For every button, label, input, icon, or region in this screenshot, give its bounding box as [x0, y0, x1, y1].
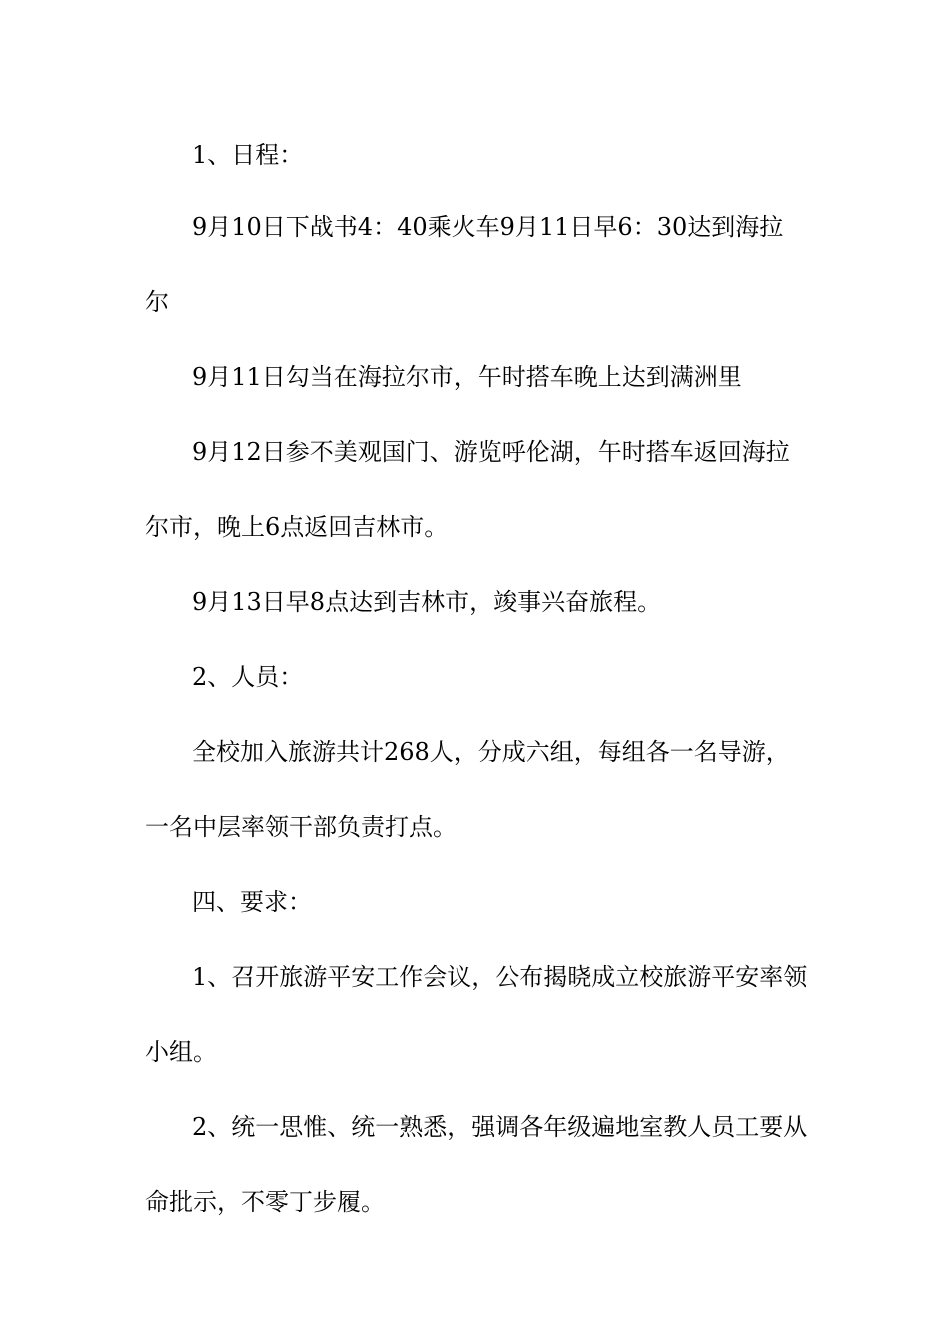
schedule-sep12-continuation: 尔市，晚上6点返回吉林市。 — [145, 513, 449, 541]
personnel-paragraph: 全校加入旅游共计268人，分成六组，每组各一名导游， — [192, 738, 790, 766]
schedule-sep10-continuation: 尔 — [145, 288, 169, 316]
requirement-2-continuation: 命批示，不零丁步履。 — [145, 1188, 385, 1216]
schedule-sep11-line: 9月11日勾当在海拉尔市，午时搭车晚上达到满洲里 — [192, 363, 742, 391]
schedule-sep12-line: 9月12日参不美观国门、游览呼伦湖，午时搭车返回海拉 — [192, 438, 790, 466]
schedule-sep13-line: 9月13日早8点达到吉林市，竣事兴奋旅程。 — [192, 588, 662, 616]
requirement-1: 1、召开旅游平安工作会议，公布揭晓成立校旅游平安率领 — [192, 963, 808, 991]
personnel-heading: 2、人员： — [192, 663, 304, 691]
personnel-continuation: 一名中层率领干部负责打点。 — [145, 813, 457, 841]
schedule-heading: 1、日程： — [192, 141, 304, 169]
schedule-sep10-line: 9月10日下战书4：40乘火车9月11日早6：30达到海拉 — [192, 213, 784, 241]
requirements-heading: 四、要求： — [192, 888, 312, 916]
requirement-2: 2、统一思惟、统一熟悉，强调各年级遍地室教人员工要从 — [192, 1113, 808, 1141]
requirement-1-continuation: 小组。 — [145, 1038, 217, 1066]
